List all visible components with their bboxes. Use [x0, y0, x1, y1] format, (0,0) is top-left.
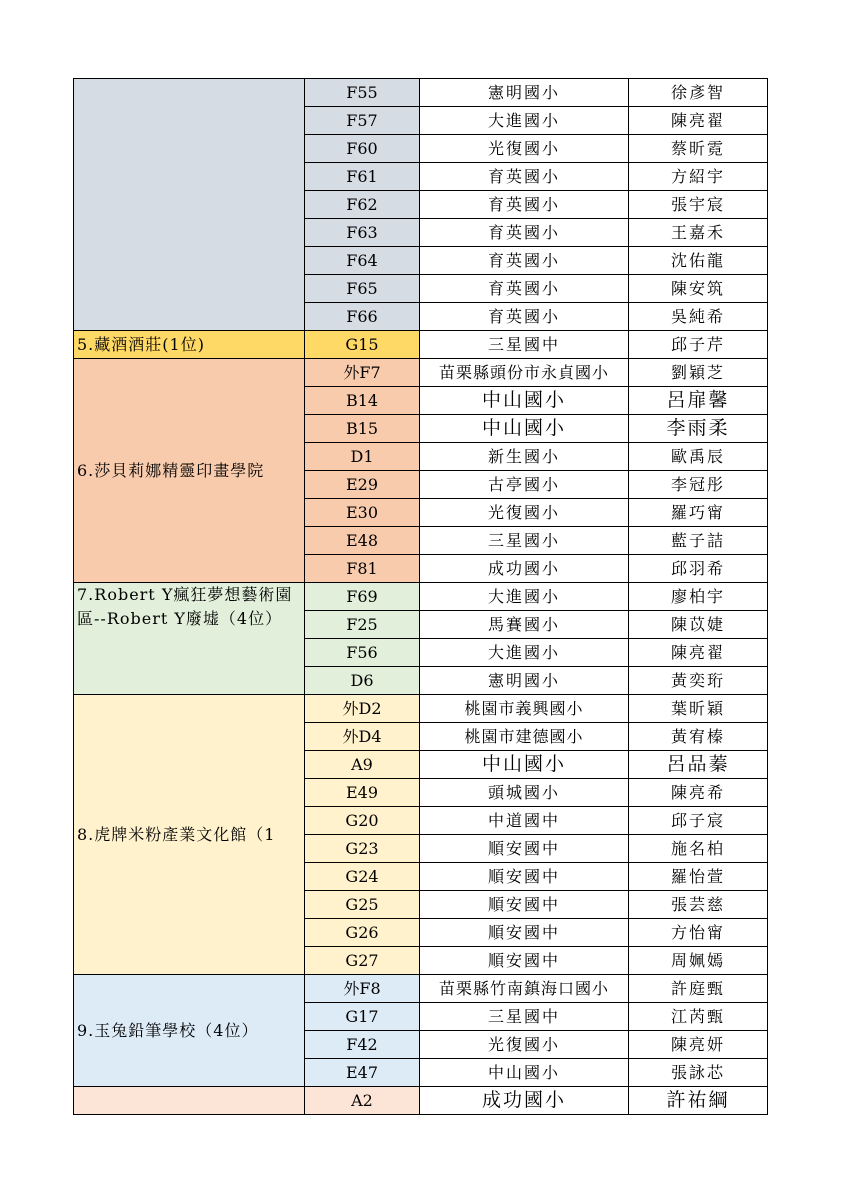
- school-cell: 桃園市建德國小: [420, 723, 629, 751]
- student-name-cell: 邱子宸: [629, 807, 768, 835]
- school-cell: 馬賽國小: [420, 611, 629, 639]
- student-name-cell: 江芮甄: [629, 1003, 768, 1031]
- school-cell: 光復國小: [420, 135, 629, 163]
- code-cell: A9: [305, 751, 420, 779]
- student-name-cell: 徐彥智: [629, 79, 768, 107]
- student-name-cell: 張詠芯: [629, 1059, 768, 1087]
- school-cell: 憲明國小: [420, 667, 629, 695]
- table-row: [74, 975, 768, 1003]
- school-cell: 三星國小: [420, 527, 629, 555]
- code-cell: G24: [305, 863, 420, 891]
- student-name-cell: 沈佑龍: [629, 247, 768, 275]
- code-cell: F65: [305, 275, 420, 303]
- school-cell: 育英國小: [420, 219, 629, 247]
- student-name-cell: 陳苡婕: [629, 611, 768, 639]
- student-name-cell: 廖柏宇: [629, 583, 768, 611]
- code-cell: F42: [305, 1031, 420, 1059]
- code-cell: F60: [305, 135, 420, 163]
- code-cell: G27: [305, 947, 420, 975]
- code-cell: G25: [305, 891, 420, 919]
- code-cell: D6: [305, 667, 420, 695]
- school-cell: 育英國小: [420, 303, 629, 331]
- code-cell: 外D2: [305, 695, 420, 723]
- code-cell: F25: [305, 611, 420, 639]
- student-name-cell: 陳亮希: [629, 779, 768, 807]
- group-label-cell: 9.玉兔鉛筆學校（4位）: [74, 975, 305, 1087]
- student-name-cell: 吳純希: [629, 303, 768, 331]
- school-cell: 大進國小: [420, 639, 629, 667]
- school-cell: 中山國小: [420, 415, 629, 443]
- student-name-cell: 邱羽希: [629, 555, 768, 583]
- student-name-cell: 黃奕珩: [629, 667, 768, 695]
- table-row: [74, 331, 768, 359]
- code-cell: B14: [305, 387, 420, 415]
- code-cell: G23: [305, 835, 420, 863]
- code-cell: F63: [305, 219, 420, 247]
- student-name-cell: 歐禹辰: [629, 443, 768, 471]
- code-cell: G15: [305, 331, 420, 359]
- school-cell: 育英國小: [420, 247, 629, 275]
- school-cell: 育英國小: [420, 163, 629, 191]
- school-cell: 頭城國小: [420, 779, 629, 807]
- code-cell: F62: [305, 191, 420, 219]
- student-name-cell: 陳亮妍: [629, 1031, 768, 1059]
- code-cell: G26: [305, 919, 420, 947]
- school-cell: 順安國中: [420, 891, 629, 919]
- table-row: [74, 359, 768, 387]
- code-cell: E49: [305, 779, 420, 807]
- student-name-cell: 周姵嫣: [629, 947, 768, 975]
- code-cell: 外F8: [305, 975, 420, 1003]
- group-label-cell: 7.Robert Y瘋狂夢想藝術園區--Robert Y廢墟（4位）: [74, 583, 305, 695]
- student-name-cell: 陳亮翟: [629, 639, 768, 667]
- student-name-cell: 邱子芹: [629, 331, 768, 359]
- student-name-cell: 藍子詰: [629, 527, 768, 555]
- code-cell: A2: [305, 1087, 420, 1115]
- school-cell: 桃園市義興國小: [420, 695, 629, 723]
- table-row: [74, 79, 768, 107]
- school-cell: 育英國小: [420, 191, 629, 219]
- code-cell: E47: [305, 1059, 420, 1087]
- school-cell: 成功國小: [420, 555, 629, 583]
- school-cell: 順安國中: [420, 835, 629, 863]
- assignment-table-body: [74, 79, 768, 1115]
- student-name-cell: 王嘉禾: [629, 219, 768, 247]
- student-name-cell: 羅怡萱: [629, 863, 768, 891]
- student-name-cell: 羅巧甯: [629, 499, 768, 527]
- code-cell: 外D4: [305, 723, 420, 751]
- code-cell: F57: [305, 107, 420, 135]
- school-cell: 順安國中: [420, 919, 629, 947]
- code-cell: F66: [305, 303, 420, 331]
- school-cell: 中道國中: [420, 807, 629, 835]
- code-cell: F81: [305, 555, 420, 583]
- code-cell: F61: [305, 163, 420, 191]
- school-cell: 育英國小: [420, 275, 629, 303]
- student-name-cell: 黃宥榛: [629, 723, 768, 751]
- student-name-cell: 張芸慈: [629, 891, 768, 919]
- school-cell: 大進國小: [420, 107, 629, 135]
- school-cell: 光復國小: [420, 499, 629, 527]
- student-name-cell: 許庭甄: [629, 975, 768, 1003]
- code-cell: 外F7: [305, 359, 420, 387]
- school-cell: 中山國小: [420, 387, 629, 415]
- code-cell: F55: [305, 79, 420, 107]
- student-name-cell: 葉昕穎: [629, 695, 768, 723]
- code-cell: E30: [305, 499, 420, 527]
- school-cell: 憲明國小: [420, 79, 629, 107]
- school-cell: 中山國小: [420, 1059, 629, 1087]
- student-name-cell: 方怡甯: [629, 919, 768, 947]
- school-cell: 大進國小: [420, 583, 629, 611]
- school-cell: 新生國小: [420, 443, 629, 471]
- student-name-cell: 許祐綱: [629, 1087, 768, 1115]
- school-cell: 順安國中: [420, 863, 629, 891]
- school-cell: 苗栗縣頭份市永貞國小: [420, 359, 629, 387]
- student-name-cell: 蔡昕霓: [629, 135, 768, 163]
- student-name-cell: 李冠彤: [629, 471, 768, 499]
- school-cell: 三星國中: [420, 331, 629, 359]
- code-cell: F69: [305, 583, 420, 611]
- student-name-cell: 施名柏: [629, 835, 768, 863]
- group-label-cell: [74, 1087, 305, 1115]
- school-cell: 中山國小: [420, 751, 629, 779]
- code-cell: E29: [305, 471, 420, 499]
- student-name-cell: 張宇宸: [629, 191, 768, 219]
- assignment-table: [73, 78, 768, 1115]
- code-cell: G17: [305, 1003, 420, 1031]
- school-cell: 光復國小: [420, 1031, 629, 1059]
- student-name-cell: 呂扉馨: [629, 387, 768, 415]
- group-label-cell: [74, 79, 305, 331]
- code-cell: F56: [305, 639, 420, 667]
- student-name-cell: 呂品蓁: [629, 751, 768, 779]
- code-cell: B15: [305, 415, 420, 443]
- school-cell: 順安國中: [420, 947, 629, 975]
- code-cell: G20: [305, 807, 420, 835]
- code-cell: D1: [305, 443, 420, 471]
- code-cell: E48: [305, 527, 420, 555]
- student-name-cell: 方紹宇: [629, 163, 768, 191]
- student-name-cell: 李雨柔: [629, 415, 768, 443]
- student-name-cell: 陳亮翟: [629, 107, 768, 135]
- student-name-cell: 劉穎芝: [629, 359, 768, 387]
- group-label-cell: 8.虎牌米粉產業文化館（1: [74, 695, 305, 975]
- table-row: [74, 583, 768, 611]
- school-cell: 成功國小: [420, 1087, 629, 1115]
- group-label-cell: 5.藏酒酒莊(1位): [74, 331, 305, 359]
- table-row: [74, 1087, 768, 1115]
- group-label-cell: 6.莎貝莉娜精靈印畫學院: [74, 359, 305, 583]
- student-name-cell: 陳安筑: [629, 275, 768, 303]
- code-cell: F64: [305, 247, 420, 275]
- school-cell: 三星國中: [420, 1003, 629, 1031]
- table-row: [74, 695, 768, 723]
- school-cell: 苗栗縣竹南鎮海口國小: [420, 975, 629, 1003]
- school-cell: 古亭國小: [420, 471, 629, 499]
